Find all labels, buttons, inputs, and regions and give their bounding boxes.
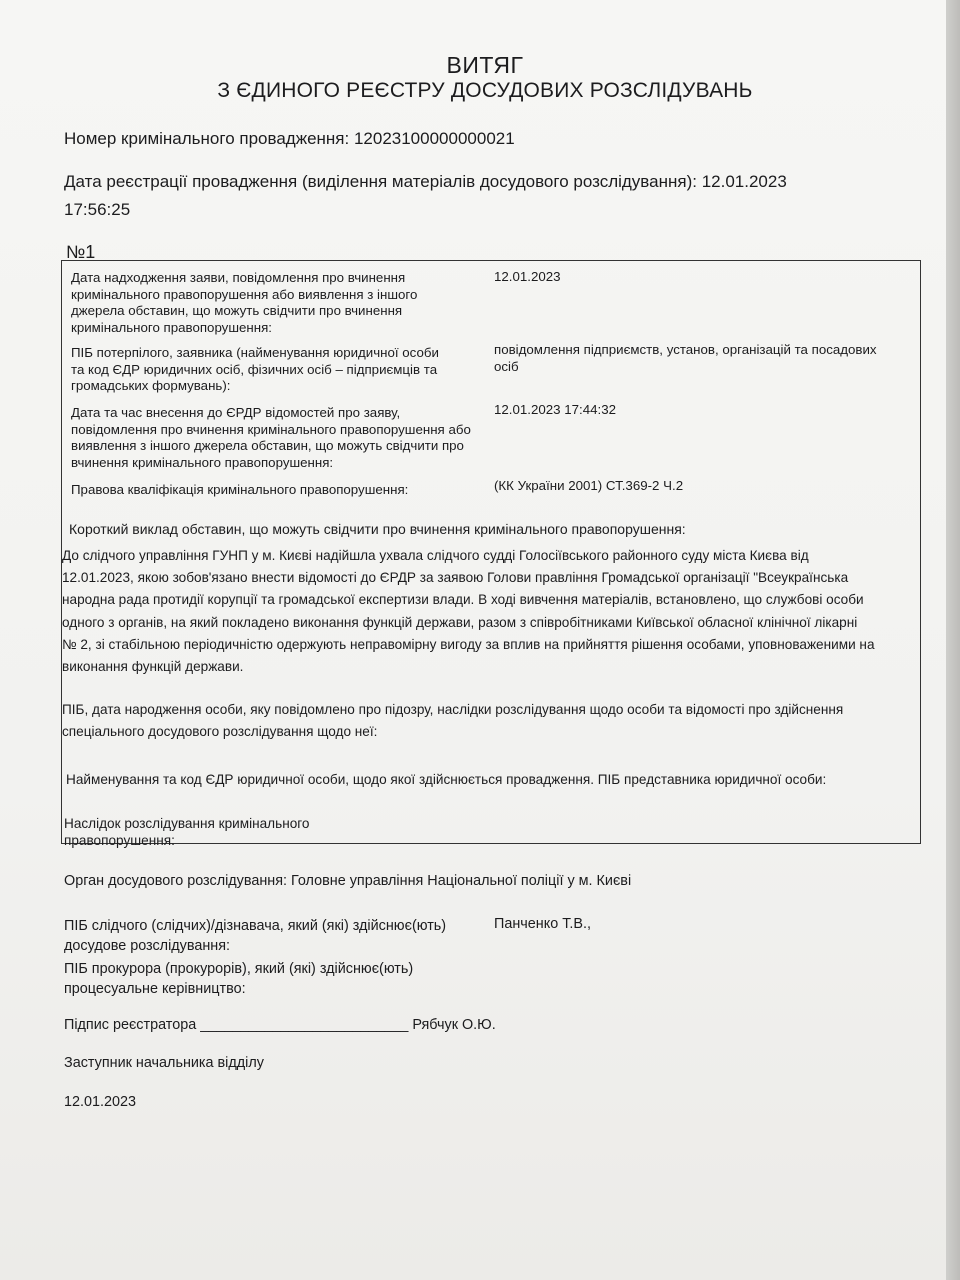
summary-text: До слідчого управління ГУНП у м. Києві надійшла ухвала слідчого судді Голосіївського районного суду міста Києва від 12.01.2023, якою зобов'язано внести відомості до ЄРДР за заявою Голови правління Громадської організації "Всеукраїнська народна рада протидії корупції та громадської експертизи влади. В ході вивчення матеріалів, встановлено, що службові особи одного з органів, на який покладено виконання функцій держави, разом з співробітниками Київської обласної клінічної лікарні № 2, зі стабільною періодичністю одержують неправомірну вигоду за вплив на прийняття рішення особами, уповноваженими на виконання функцій держави. [62,548,875,675]
entry-number: №1 [66,242,96,262]
document-subtitle: З ЄДИНОГО РЕЄСТРУ ДОСУДОВИХ РОЗСЛІДУВАНЬ [217,79,753,102]
investigator-name: Панченко Т.В., [494,916,591,932]
case-number: Номер кримінального провадження: 12023100000000021 [64,129,515,148]
applicant-label: ПІБ потерпілого, заявника (найменування юридичної особи та код ЄДР юридичних осіб, фізичних осіб – підприємців та громадських формувань): [71,345,439,393]
applicant-value: повідомлення підприємств, установ, організацій та посадових осіб [494,342,877,374]
registrar-position: Заступник начальника відділу [64,1055,264,1071]
receipt-date-label: Дата надходження заяви, повідомлення про вчинення кримінального правопорушення або виявлення з іншого джерела обставин, що можуть свідчити про вчинення кримінального правопорушення: [71,270,418,335]
signature-blank: __________________________ [200,1017,409,1033]
entry-datetime-value: 12.01.2023 17:44:32 [494,402,617,417]
investigation-authority: Орган досудового розслідування: Головне управління Національної поліції у м. Києві [64,873,632,889]
signature-label: Підпис реєстратора [64,1017,197,1033]
document-date: 12.01.2023 [64,1094,137,1110]
receipt-date-value: 12.01.2023 [494,269,561,284]
consequence-label: Наслідок розслідування кримінального правопорушення: [64,816,310,848]
page-edge-background [946,0,960,1280]
legal-entity-info: Найменування та код ЄДР юридичної особи, щодо якої здійснюється провадження. ПІБ представника юридичної особи: [66,772,827,787]
registration-time: 17:56:25 [64,200,131,219]
registrar-signature-line [64,1017,496,1033]
registration-date: Дата реєстрації провадження (виділення матеріалів досудового розслідування): 12.01.2023 [64,172,787,191]
summary-heading: Короткий виклад обставин, що можуть свідчити про вчинення кримінального правопорушення: [69,521,686,537]
legal-qualification-value: (КК України 2001) СТ.369-2 Ч.2 [494,478,684,493]
registrar-name: Рябчук О.Ю. [412,1017,496,1033]
investigator-label: ПІБ слідчого (слідчих)/дізнавача, який (які) здійснює(ють) досудове розслідування: [64,918,447,954]
legal-qualification-label: Правова кваліфікація кримінального правопорушення: [71,482,409,497]
entry-datetime-label: Дата та час внесення до ЄРДР відомостей про заяву, повідомлення про вчинення кримінального правопорушення або виявлення з іншого джерела обставин, що можуть свідчити про вчинення кримінального правопорушення: [71,405,471,470]
prosecutor-label: ПІБ прокурора (прокурорів), який (які) здійснює(ють) процесуальне керівництво: [64,961,414,997]
document-title: ВИТЯГ [446,52,524,78]
suspect-info: ПІБ, дата народження особи, яку повідомлено про підозру, наслідки розслідування щодо особи та відомості про здійснення спеціального досудового розслідування щодо неї: [62,702,844,740]
